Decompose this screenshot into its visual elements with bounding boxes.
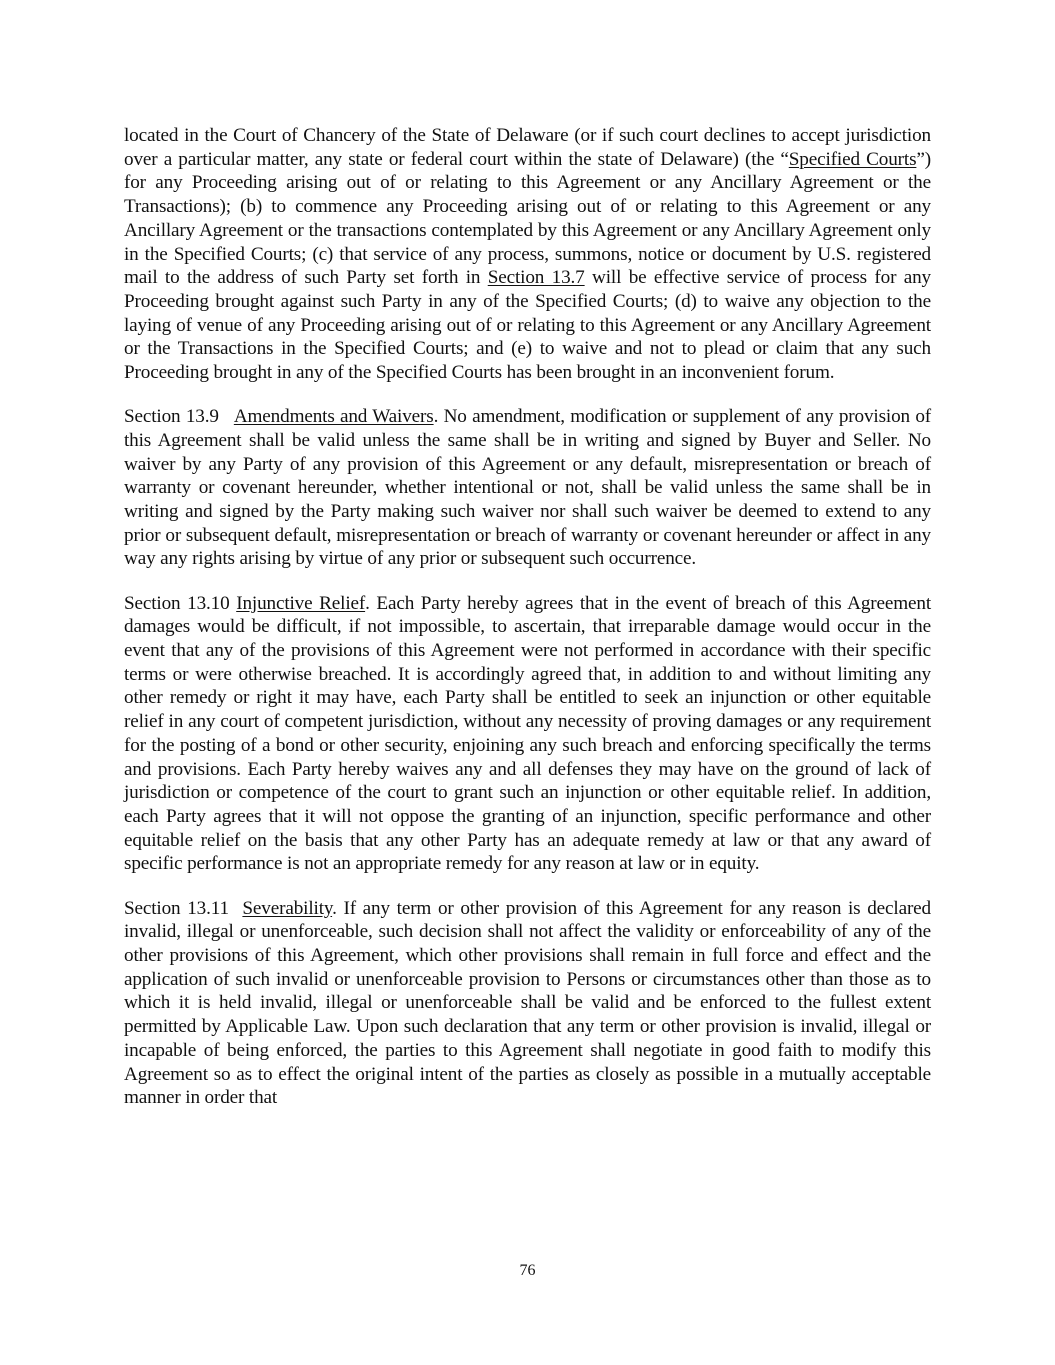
- section-body: . No amendment, modification or supplement of any provision of this Agreement shall be valid unless the same shall be in writing and signed by Buyer and Seller. No waiver by any Party of any provision of this Agreement or any default, misrepresentation or breach of warranty or covenant hereunder, whether intentional or not, shall be valid unless the same shall be in writing and signed by the Party making such waiver nor shall such waiver be deemed to extend to any prior or subsequent default, misrepresentation or breach of warranty or covenant hereunder or affect in any way any rights arising by virtue of any prior or subsequent such occurrence.: [124, 406, 931, 570]
- section-13-10-paragraph: [124, 592, 931, 876]
- section-13-9-paragraph: [124, 405, 931, 571]
- section-heading: Severability: [242, 897, 333, 919]
- section-number: Section 13.10: [124, 592, 237, 614]
- section-13-11-paragraph: [124, 897, 931, 1110]
- paragraph-text: located in the Court of Chancery of the State of Delaware (or if such court declines to accept jurisdiction over a particular matter, any state or federal court within the state of Delaware) (the “: [124, 125, 931, 170]
- paragraph-text: ”) for any Proceeding arising out of or relating to this Agreement or any Ancillary Agreement or the Transactions); (b) to commence any Proceeding arising out of or relating to this Agreement or any Ancillary Agreement or the transactions contemplated by this Agreement or any Ancillary Agreement only in the Specified Courts; (c) that service of any process, summons, notice or document by U.S. registered mail to the address of such Party set forth in: [124, 148, 931, 289]
- section-heading: Amendments and Waivers: [233, 406, 434, 428]
- defined-term-specified-courts: Specified Courts: [788, 148, 917, 170]
- section-body: . Each Party hereby agrees that in the event of breach of this Agreement damages would be difficult, if not impossible, to ascertain, that irreparable damage would occur in the event that any of the provisions of this Agreement were not performed in accordance with their specific terms or were otherwise breached. It is accordingly agreed that, in addition to and without limiting any other remedy or right it may have, each Party shall be entitled to seek an injunction or other equitable relief in any court of competent jurisdiction, without any necessity of proving damages or any requirement for the posting of a bond or other security, enjoining any such breach and enforcing specifically the terms and provisions. Each Party hereby waives any and all defenses they may have on the ground of lack of jurisdiction or competence of the court to grant such an injunction or other equitable relief. In addition, each Party agrees that it will not oppose the granting of an injunction, specific performance and other equitable relief on the basis that any other Party has an adequate remedy at law or that any award of specific performance is not an appropriate remedy for any reason at law or in equity.: [124, 592, 931, 875]
- cross-reference-section-13-7[interactable]: Section 13.7: [487, 267, 585, 289]
- paragraph-text: will be effective service of process for any Proceeding brought against such Party in any of the Specified Courts; (d) to waive any objection to the laying of venue of any Proceeding arising out of or relating to this Agreement or any Ancillary Agreement or the Transactions in the Specified Courts; and (e) to waive and not to plead or claim that any such Proceeding brought in any of the Specified Courts has been brought in an inconvenient forum.: [124, 267, 931, 384]
- paragraph-jurisdiction-continued: [124, 124, 931, 385]
- section-heading: Injunctive Relief: [236, 592, 366, 614]
- section-body: . If any term or other provision of this Agreement for any reason is declared invalid, illegal or unenforceable, such decision shall not affect the validity or enforceability of any of the other provisions of this Agreement, which other provisions shall remain in full force and effect and the application of such invalid or unenforceable provision to Persons or circumstances other than those as to which it is held invalid, illegal or unenforceable shall be valid and be enforced to the fullest extent permitted by Applicable Law. Upon such declaration that any term or other provision is invalid, illegal or incapable of being enforced, the parties to this Agreement shall negotiate in good faith to modify this Agreement so as to effect the original intent of the parties as closely as possible in a mutually acceptable manner in order that: [124, 897, 931, 1109]
- document-page: [124, 124, 931, 1130]
- page-number: 76: [519, 1262, 536, 1279]
- section-number: Section 13.11: [124, 897, 243, 919]
- section-number: Section 13.9: [124, 406, 234, 428]
